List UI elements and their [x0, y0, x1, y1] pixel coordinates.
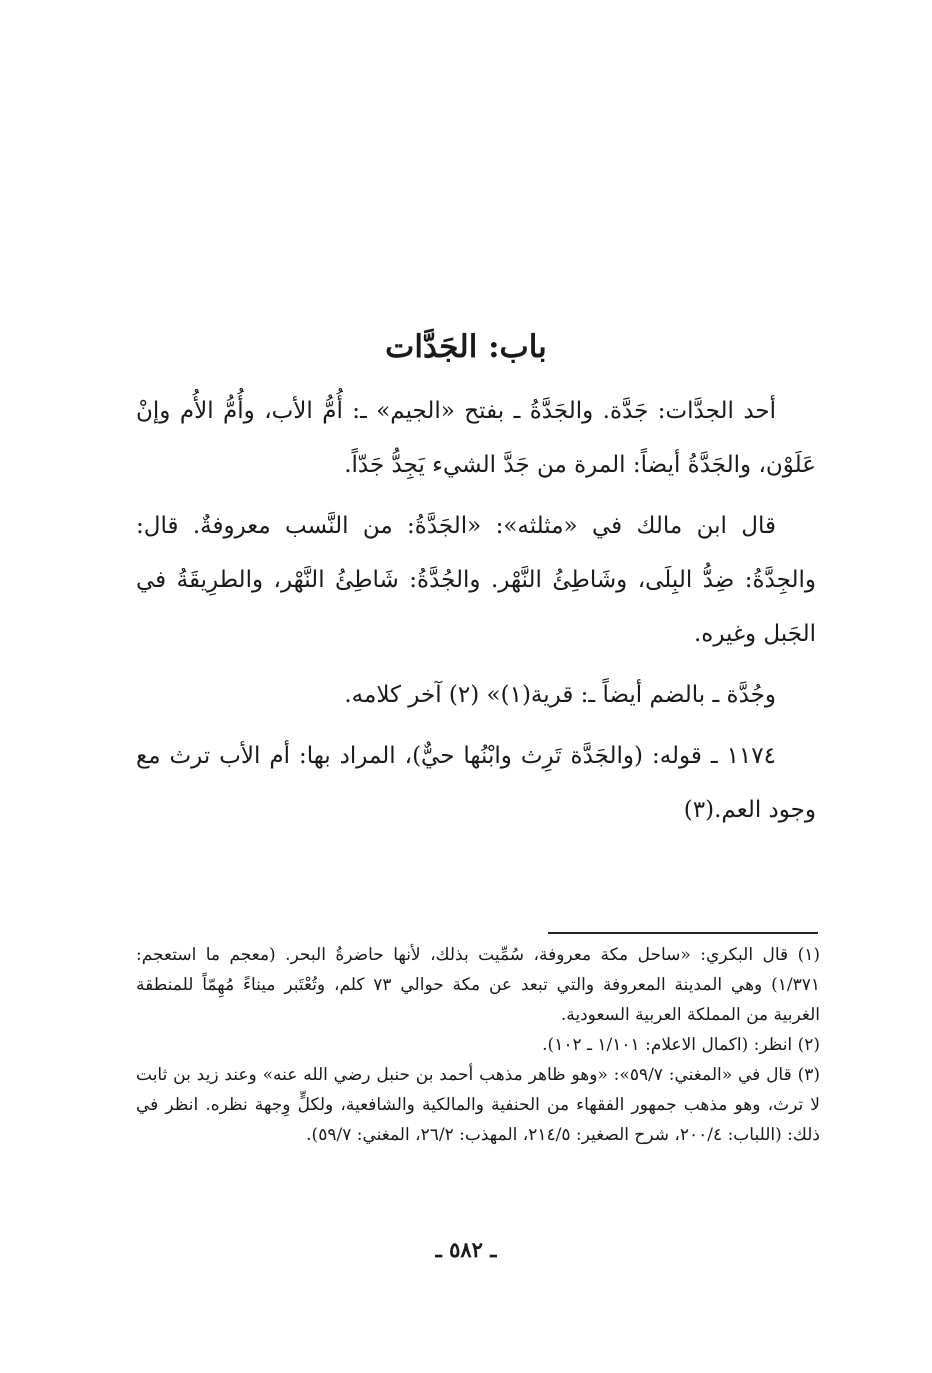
footnote-number: (٣)	[797, 1065, 820, 1085]
chapter-title: باب: الجَدَّات	[385, 329, 547, 365]
footnote-number: (٢)	[797, 1035, 820, 1055]
footnote-item	[136, 1030, 820, 1060]
paragraph-definition	[136, 384, 816, 492]
footnote-item	[136, 1060, 820, 1150]
paragraph-text: ١١٧٤ ـ قوله: (والجَدَّة تَرِث وابْنُها حيٌّ)، المراد بها: أم الأب ترث مع وجود العم.(٣)	[136, 743, 816, 823]
footnote-item	[136, 940, 820, 1030]
paragraph-jeddah	[136, 668, 816, 722]
paragraph-text: وجُدَّة ـ بالضم أيضاً ـ: قرية(١)» (٢) آخر كلامه.	[344, 682, 776, 708]
paragraph-ruling-1174	[136, 729, 816, 837]
paragraph-text: قال ابن مالك في «مثلثه»: «الجَدَّةُ: من النَّسب معروفةٌ. قال: والجِدَّةُ: ضِدُّ البِلَى، وشَاطِئُ النَّهْر. والجُدَّةُ: شَاطِئُ النَّهْر، والطرِيقَةُ في الجَبل وغيره.	[136, 513, 816, 647]
page-number: ـ ٥٨٢ ـ	[435, 1237, 497, 1262]
paragraph-text: أحد الجدَّات: جَدَّة. والجَدَّةُ ـ بفتح «الجيم» ـ: أُمُّ الأب، وأُمُّ الأُم وإنْ عَلَوْن، والجَدَّةُ أيضاً: المرة من جَدَّ الشيء يَجِدُّ جَدّاً.	[136, 398, 816, 478]
footnote-text: قال البكري: «ساحل مكة معروفة، سُمِّيت بذلك، لأنها حاضرةُ البحر. (معجم ما استعجم: ١/٣٧١) وهي المدينة المعروفة والتي تبعد عن مكة حوالي ٧٣ كلم، وتُعْتَبر ميناءً مُهِمّاً للمنطقة الغربية من المملكة العربية السعودية.	[136, 945, 820, 1025]
footnote-text: انظر: (اكمال الاعلام: ١/١٠١ ـ ١٠٢).	[542, 1035, 793, 1055]
footnote-divider	[548, 932, 818, 934]
footnote-number: (١)	[797, 945, 820, 965]
footnote-text: قال في «المغني: ٥٩/٧»: «وهو ظاهر مذهب أحمد بن حنبل رضي الله عنه» وعند زيد بن ثابت لا ترث، وهو مذهب جمهور الفقهاء من الحنفية والمالكية والشافعية، ولكلٍّ وِجهة نظره. انظر في ذلك: (اللباب: ٢٠٠/٤، شرح الصغير: ٢١٤/٥، المهذب: ٢٦/٢، المغني: ٥٩/٧).	[136, 1065, 820, 1145]
footnotes-list	[136, 940, 820, 1150]
paragraph-ibn-malik	[136, 499, 816, 661]
